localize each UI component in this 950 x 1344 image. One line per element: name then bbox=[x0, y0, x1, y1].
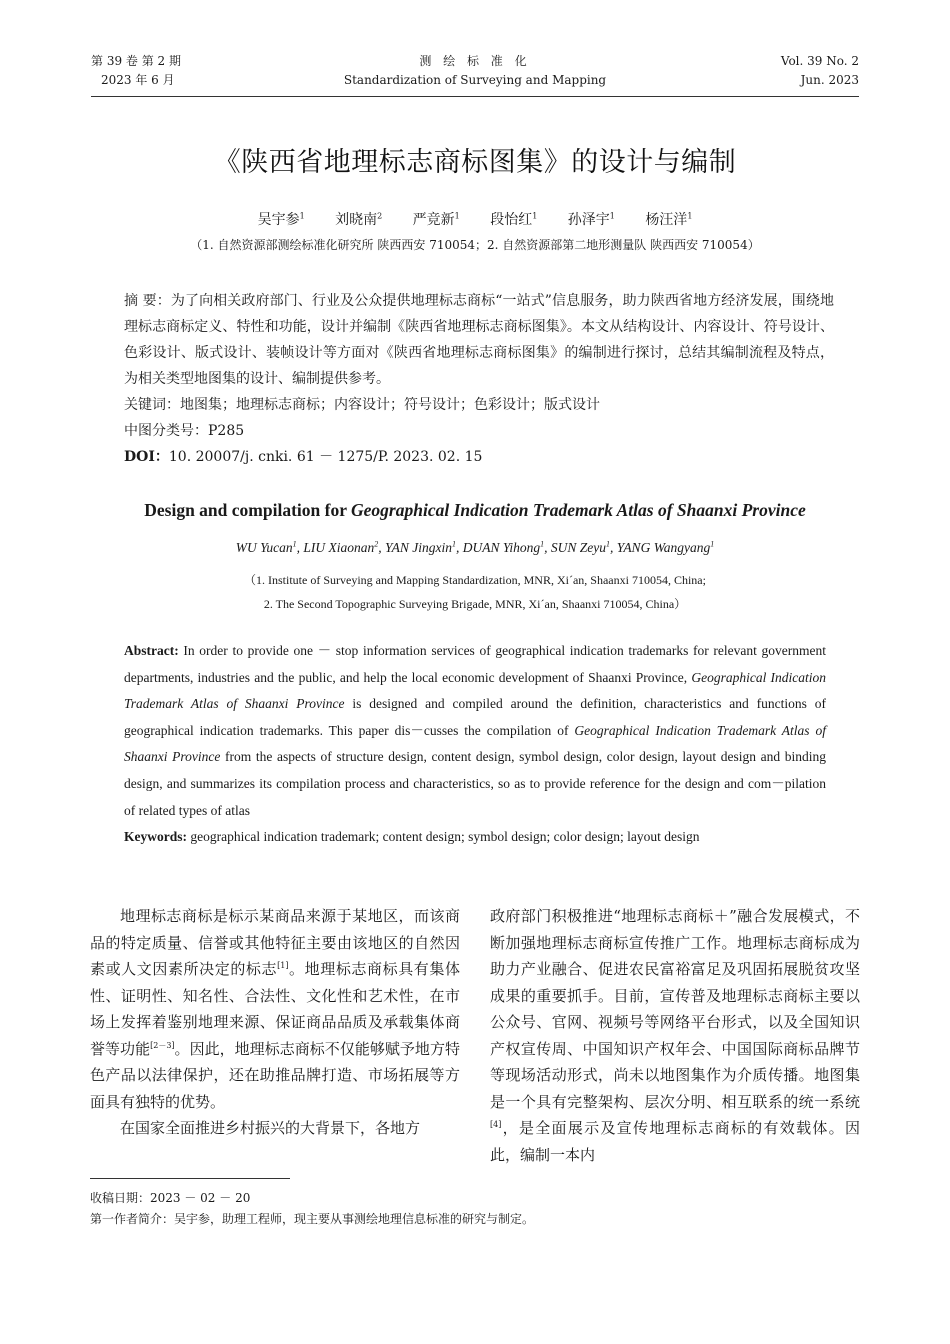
abstract-cn-label: 摘 要： bbox=[124, 293, 171, 309]
publication-date-en: Jun. 2023 bbox=[800, 73, 859, 87]
running-header bbox=[91, 52, 859, 96]
keywords-cn: 关键词：地图集；地理标志商标；内容设计；符号设计；色彩设计；版式设计 bbox=[124, 397, 600, 413]
header-right bbox=[781, 52, 859, 90]
header-center bbox=[91, 52, 859, 90]
body-paragraph: 在国家全面推进乡村振兴的大背景下，各地方 bbox=[120, 1119, 421, 1137]
journal-name-en: Standardization of Surveying and Mapping bbox=[343, 73, 607, 87]
volume-issue: 第 39 卷 第 2 期 bbox=[91, 54, 181, 68]
affiliation-cn: （1. 自然资源部测绘标准化研究所 陕西西安 710054；2. 自然资源部第二地形测量队 陕西西安 710054） bbox=[190, 238, 760, 252]
author-en: DUAN Yihong$^1$, bbox=[462, 539, 551, 555]
body-paragraph: 政府部门积极推进“地理标志商标＋”融合发展模式，不断加强地理标志商标宣传推广工作。地理标志商标成为助力产业融合、促进农民富裕富足及巩固拓展脱贫攻坚成果的重要抓手。目前，宣传普及地理标志商标主要以公众号、官网、视频号等网络平台形式，以及全国知识产权宣传周、中国知识产权年会、中国国际商标品牌节等现场活动形式，尚未以地图集作为介质传播。地图集是一个具有完整架构、层次分明、相互联系的统一系统[4]，是全面展示及宣传地理标志商标的有效载体。因此，编制一本内 bbox=[490, 907, 860, 1164]
author-intro: 第一作者简介：吴宇参，助理工程师，现主要从事测绘地理信息标准的研究与制定。 bbox=[90, 1212, 535, 1226]
author-cn: 吴宇参$^1$ bbox=[257, 211, 305, 228]
abstract-cn bbox=[124, 288, 834, 470]
author-en: WU Yucan$^1$, bbox=[235, 539, 304, 555]
abstract-en bbox=[124, 638, 826, 851]
author-en: SUN Zeyu$^1$, bbox=[550, 539, 617, 555]
citation: [1] bbox=[277, 961, 289, 970]
received-date: 收稿日期：2023 － 02 － 20 bbox=[90, 1191, 251, 1205]
author-list-en bbox=[0, 540, 950, 556]
abstract-en-body: Abstract: In order to provide one － stop information services of geographical indication trademarks for relevant government departments, industries and the public, and help the local economic development of Shaanxi Province, Geographical Indication Trademark Atlas of Shaanxi Province is designed and compiled around the definition, characteristics and functions of geographical indication trademarks. This paper dis－cusses the compilation of Geographical Indication Trademark Atlas of Shaanxi Province from the aspects of structure design, content design, symbol design, color design, layout design and binding design, and summarizes its compilation process and characteristics, so as to provide reference for the design and com－pilation of related types of atlas bbox=[124, 643, 827, 818]
author-cn: 杨汪洋$^1$ bbox=[645, 211, 693, 228]
paper-title-en: Design and compilation for Geographical Indication Trademark Atlas of Shaanxi Province bbox=[144, 500, 806, 520]
keywords-en: Keywords: geographical indication trademark; content design; symbol design; color design; layout design bbox=[124, 829, 700, 845]
author-cn: 孙泽宇$^1$ bbox=[567, 211, 615, 228]
footnote-rule bbox=[90, 1178, 290, 1179]
volume-issue-en: Vol. 39 No. 2 bbox=[780, 54, 859, 68]
author-en: YANG Wangyang$^1$ bbox=[616, 539, 715, 555]
header-rule bbox=[91, 96, 859, 97]
body-paragraph: 地理标志商标是标示某商品来源于某地区，而该商品的特定质量、信誉或其他特征主要由该地区的自然因素或人文因素所决定的标志[1]。地理标志商标具有集体性、证明性、知名性、合法性、文化性和艺术性，在市场上发挥着鉴别地理来源、保证商品品质及承载集体商誉等功能[2－3]。因此，地理标志商标不仅能够赋予地方特色产品以法律保护，还在助推品牌打造、市场拓展等方面具有独特的优势。 bbox=[90, 907, 460, 1111]
body-column-right bbox=[490, 903, 860, 1168]
author-cn: 刘晓南$^2$ bbox=[335, 211, 383, 228]
doi: DOI：10. 20007/j. cnki. 61 － 1275/P. 2023. 02. 15 bbox=[124, 449, 483, 465]
abstract-cn-body bbox=[124, 288, 834, 392]
author-en: YAN Jingxin$^1$, bbox=[385, 539, 463, 555]
citation: [4] bbox=[490, 1120, 502, 1129]
citation: [2－3] bbox=[150, 1040, 175, 1050]
footnote bbox=[90, 1188, 534, 1230]
author-cn: 段怡红$^1$ bbox=[490, 211, 538, 228]
author-cn: 严竞新$^1$ bbox=[412, 211, 460, 228]
author-en: LIU Xiaonan$^2$, bbox=[303, 539, 386, 555]
body-column-left bbox=[90, 903, 460, 1142]
author-list-cn bbox=[0, 209, 950, 229]
publication-date: 2023 年 6 月 bbox=[101, 73, 175, 87]
paper-title-cn: 《陕西省地理标志商标图集》的设计与编制 bbox=[213, 147, 737, 178]
affiliation-en: （1. Institute of Surveying and Mapping Standardization, MNR, Xi´an, Shaanxi 710054, China; 2. The Second Topographic Surveying Brigade, MNR, Xi´an, Shaanxi 710054, China） bbox=[244, 573, 706, 611]
abstract-cn-text: 为了向相关政府部门、行业及公众提供地理标志商标“一站式”信息服务，助力陕西省地方经济发展，围绕地理标志商标定义、特性和功能，设计并编制《陕西省地理标志商标图集》。本文从结构设计、内容设计、符号设计、色彩设计、版式设计、装帧设计等方面对《陕西省地理标志商标图集》的编制进行探讨，总结其编制流程及特点，为相关类型地图集的设计、编制提供参考。 bbox=[124, 293, 835, 387]
journal-name-cn: 测 绘 标 准 化 bbox=[419, 54, 531, 68]
clc-number: 中图分类号：P285 bbox=[124, 423, 245, 439]
